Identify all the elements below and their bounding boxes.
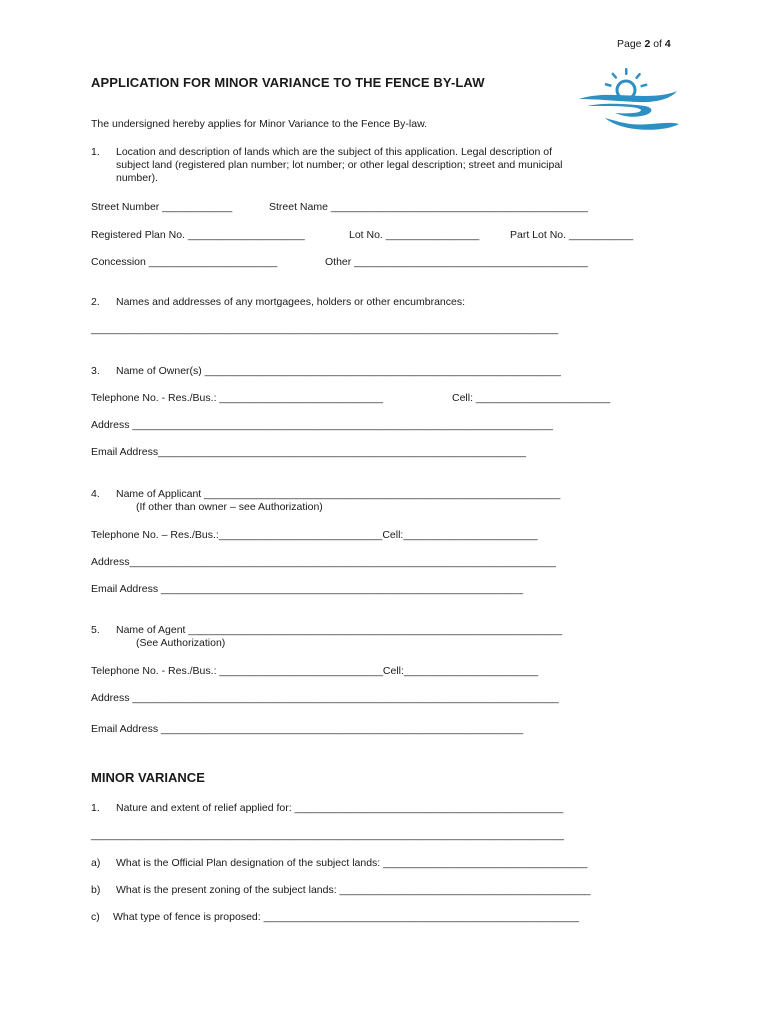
- street-name-field[interactable]: Street Name ____________________________________________: [269, 201, 588, 213]
- page-number: [617, 38, 671, 51]
- owner-address-field[interactable]: Address ________________________________________________________________________: [91, 419, 553, 431]
- section-4-number: 4.: [91, 488, 100, 500]
- applicant-name-field[interactable]: Name of Applicant _____________________________________________________________: [116, 488, 561, 500]
- relief-extra-line-field[interactable]: _________________________________________________________________________________: [91, 829, 565, 841]
- mv-qa-letter: a): [91, 857, 101, 869]
- owner-name-field[interactable]: Name of Owner(s) _____________________________________________________________: [116, 365, 561, 377]
- mv-qc-letter: c): [91, 911, 100, 923]
- section-3-number: 3.: [91, 365, 100, 377]
- agent-note: (See Authorization): [136, 637, 226, 649]
- official-plan-field[interactable]: What is the Official Plan designation of the subject lands: ___________________________________: [116, 857, 588, 869]
- owner-cell-field[interactable]: Cell: _______________________: [452, 392, 611, 404]
- page-total: 4: [664, 38, 671, 50]
- applicant-phone-field[interactable]: Telephone No. – Res./Bus.:____________________________Cell:_______________________: [91, 529, 538, 541]
- page-current: 2: [644, 38, 651, 50]
- other-field[interactable]: Other ________________________________________: [325, 256, 588, 268]
- section-2-text: Names and addresses of any mortgagees, holders or other encumbrances:: [116, 296, 466, 308]
- section-2-number: 2.: [91, 296, 100, 308]
- agent-address-field[interactable]: Address _________________________________________________________________________: [91, 692, 559, 704]
- owner-email-field[interactable]: Email Address_______________________________________________________________: [91, 446, 527, 458]
- section-1-text-line-2: subject land (registered plan number; lot number; or other legal description; street and municipal: [116, 159, 563, 171]
- lot-number-field[interactable]: Lot No. ________________: [349, 229, 480, 241]
- intro-text: The undersigned hereby applies for Minor Variance to the Fence By-law.: [91, 118, 427, 130]
- mv-q1-number: 1.: [91, 802, 100, 814]
- minor-variance-heading: MINOR VARIANCE: [91, 770, 205, 785]
- section-1-number: 1.: [91, 146, 100, 158]
- encumbrances-field[interactable]: ________________________________________________________________________________: [91, 323, 559, 335]
- relief-field[interactable]: Nature and extent of relief applied for: ______________________________________________: [116, 802, 564, 814]
- applicant-email-field[interactable]: Email Address ______________________________________________________________: [91, 583, 524, 595]
- sun-over-water-logo-icon: [575, 66, 681, 132]
- section-1-text-line-1: Location and description of lands which are the subject of this application. Legal description of: [116, 146, 553, 158]
- owner-phone-field[interactable]: Telephone No. - Res./Bus.: ____________________________: [91, 392, 383, 404]
- mv-qb-letter: b): [91, 884, 101, 896]
- registered-plan-field[interactable]: Registered Plan No. ____________________: [91, 229, 305, 241]
- applicant-note: (If other than owner – see Authorization): [136, 501, 323, 513]
- section-1-text-line-3: number).: [116, 172, 159, 184]
- agent-email-field[interactable]: Email Address ______________________________________________________________: [91, 723, 524, 735]
- concession-field[interactable]: Concession ______________________: [91, 256, 278, 268]
- section-5-number: 5.: [91, 624, 100, 636]
- page-prefix: Page: [617, 38, 642, 50]
- part-lot-field[interactable]: Part Lot No. ___________: [510, 229, 634, 241]
- applicant-address-field[interactable]: Address_________________________________________________________________________: [91, 556, 556, 568]
- agent-phone-field[interactable]: Telephone No. - Res./Bus.: ____________________________Cell:_______________________: [91, 665, 539, 677]
- form-title: APPLICATION FOR MINOR VARIANCE TO THE FENCE BY-LAW: [91, 75, 485, 90]
- street-number-field[interactable]: Street Number ____________: [91, 201, 233, 213]
- zoning-field[interactable]: What is the present zoning of the subject lands: ___________________________________________: [116, 884, 591, 896]
- fence-type-field[interactable]: What type of fence is proposed: ______________________________________________________: [113, 911, 579, 923]
- page-of: of: [653, 38, 662, 50]
- agent-name-field[interactable]: Name of Agent ________________________________________________________________: [116, 624, 563, 636]
